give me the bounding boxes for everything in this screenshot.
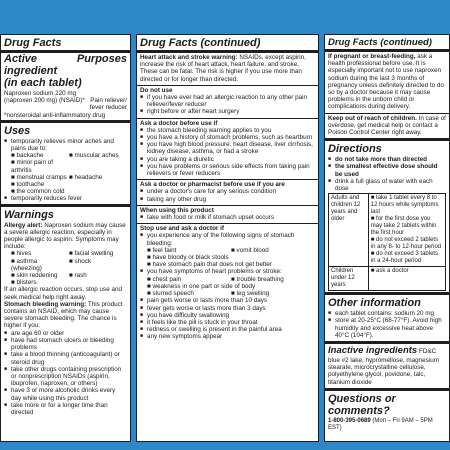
purposes-heading: Purposes [76, 53, 127, 65]
ask-doctor-list [137, 127, 318, 177]
panel-3-title: Drug Facts (continued) [328, 37, 432, 48]
age-group-cell: Adults and children 12 years and older [329, 194, 369, 267]
list-item: ■ you have problems or serious side effects from taking pain relievers or fever reducers [140, 163, 315, 177]
nsaid-footnote: *nonsteroidal anti-inflammatory drug [4, 111, 106, 119]
phone-hours: (Mon – Fri 9AM – 5PM EST) [328, 417, 433, 431]
table-row [329, 267, 446, 291]
dosage-instruction: ■ for the first dose you may take 2 tablets within the first hour [370, 216, 437, 237]
panel-2-title: Drug Facts (continued) [140, 37, 261, 49]
age-group-cell: Children under 12 years [329, 267, 369, 291]
list-item: ■ the stomach bleeding warning applies to you [140, 127, 315, 134]
list-item: ■ have bloody or black stools [147, 254, 229, 262]
heart-warning-text: NSAIDs, except aspirin, increase the risk of heart attack, heart failure, and stroke. These can be fatal. The risk is higher if you use more than directed or for longer than directed. [140, 54, 306, 83]
list-item: ■ you have a history of stomach problems, such as heartburn [140, 134, 315, 141]
other-info-list [325, 310, 449, 339]
list-item: ■ leg swelling [231, 290, 270, 298]
allergy-after-text: If an allergic reaction occurs, stop use and seek medical help right away. [4, 286, 122, 301]
dosage-cell [368, 267, 445, 291]
inactive-ingredients-heading: Inactive ingredients [328, 345, 418, 357]
when-using-list [137, 214, 318, 221]
per-tablet-heading: (in each tablet) [4, 77, 82, 89]
active-ingredient-heading: Active ingredient [4, 53, 58, 77]
list-item: ■ under a doctor's care for any serious condition [140, 188, 315, 195]
list-item: ■ hives [11, 250, 32, 258]
allergy-symptom-list [1, 250, 130, 286]
pregnancy-label: If pregnant or breast-feeding, [328, 53, 416, 60]
list-item: ■ toothache [11, 181, 45, 189]
ingredient-line-1: Naproxen sodium 220 mg [4, 90, 77, 97]
keep-out-text: In case of overdose, get medical help or contact a Poison Control Center right away. [328, 114, 446, 137]
list-item: ■ headache [69, 173, 103, 181]
uses-lead: ■ temporarily relieves minor aches and pains due to: [4, 138, 127, 152]
ask-pharmacist-list [137, 188, 318, 202]
ask-pharmacist-heading: Ask a doctor or pharmacist before use if you are [140, 181, 285, 189]
list-item: ■ take a blood thinning (anticoagulant) or steroid drug [4, 351, 127, 365]
list-item: ■ taking any other drug [140, 196, 315, 203]
list-item: ■ feel faint [147, 246, 177, 254]
inactive-ingredients-text: FD&C blue #2 lake, hypromellose, magnesium stearate, microcrystalline cellulose, polyethylene glycol, povidone, talc, titanium dioxide [328, 348, 439, 386]
list-item: ■ vomit blood [231, 246, 269, 254]
when-using-heading: When using this product [140, 206, 214, 214]
list-item: ■ weakness in one part or side of body [147, 282, 256, 290]
list-item: ■ slurred speech [147, 290, 194, 298]
list-item: ■ drink a full glass of water with each dose [328, 178, 446, 192]
list-item: ■ pain gets worse or lasts more than 10 days [140, 297, 315, 304]
stomach-warning-text: This product contains an NSAID, which may cause severe stomach bleeding. The chance is higher if you: [4, 300, 123, 330]
ask-doctor-heading: Ask a doctor before use if [140, 119, 218, 127]
dosage-table [328, 193, 446, 291]
list-item: ■ are age 60 or older [4, 330, 127, 337]
stop-use-heading: Stop use and ask a doctor if [140, 225, 224, 233]
list-item: ■ any new symptoms appear [140, 333, 315, 340]
warnings-heading: Warnings [4, 208, 54, 221]
purpose-line-1: Pain reliever/ [90, 97, 127, 105]
uses-heading: Uses [4, 124, 31, 137]
list-item: ■ blisters [11, 279, 37, 287]
ingredient-line-2: (naproxen 200 mg) (NSAID)* [4, 97, 85, 105]
list-item: ■ fever gets worse or lasts more than 3 days [140, 305, 315, 312]
list-item: ■ do not take more than directed [328, 156, 446, 163]
dosage-instruction: ■ do not exceed 3 tablets in a 24-hour period [370, 251, 439, 265]
list-item: ■ each tablet contains: sodium 20 mg [328, 310, 446, 317]
dosage-instruction: ■ take 1 tablet every 8 to 12 hours while symptoms last [370, 195, 439, 216]
list-item: ■ have stomach pain that does not get better [147, 261, 272, 269]
do-not-use-list [137, 94, 318, 116]
drug-facts-panel-3 [324, 34, 450, 442]
uses-fever: ■ temporarily reduces fever [4, 195, 127, 202]
list-item: ■ take other drugs containing prescription or nonprescription NSAIDs (aspirin, ibuprofen, naproxen, or others) [4, 366, 127, 388]
list-item: ■ you have difficulty swallowing [140, 312, 315, 319]
heart-problem-signs-list [137, 276, 318, 298]
uses-list [1, 152, 130, 195]
list-item [69, 279, 127, 286]
list-item [69, 181, 127, 188]
keep-out-label: Keep out of reach of children. [328, 114, 417, 122]
directions-list [325, 156, 449, 192]
list-item: ■ right before or after heart surgery [140, 108, 315, 115]
phone-number: 1-800-395-0689 [328, 417, 371, 424]
list-item: ■ redness or swelling is present in the painful area [140, 326, 315, 333]
dosage-cell [368, 194, 445, 267]
list-item [69, 188, 127, 195]
list-item: ■ menstrual cramps [11, 173, 67, 181]
list-item: ■ have had stomach ulcers or bleeding problems [4, 337, 127, 351]
list-item: ■ you have high blood pressure, heart disease, liver cirrhosis, kidney disease, asthma, or had a stroke [140, 141, 315, 155]
heart-warning-label: Heart attack and stroke warning: [140, 54, 238, 61]
list-item [69, 159, 127, 173]
list-item: ■ rash [69, 272, 87, 280]
stop-heart-lead: ■ you have symptoms of heart problems or stroke: [140, 268, 315, 275]
stomach-warning-label: Stomach bleeding warning: [4, 300, 87, 308]
allergy-alert-text: Naproxen sodium may cause a severe allergic reaction, especially in people allergic to aspirin. Symptoms may include: [4, 221, 126, 251]
list-item: ■ shock [69, 257, 92, 265]
list-item: ■ chest pain [147, 275, 182, 283]
allergy-alert-label: Allergy alert: [4, 221, 43, 229]
list-item: ■ backache [11, 152, 44, 160]
drug-facts-panel-1 [0, 34, 131, 442]
list-item: ■ facial swelling [69, 250, 114, 258]
drug-facts-panel-2 [136, 34, 319, 442]
list-item: ■ the common cold [11, 188, 65, 196]
list-item: ■ store at 20-25°C (68-77°F). Avoid high humidity and excessive heat above 40°C (104°F). [328, 317, 446, 339]
list-item: ■ asthma (wheezing) [11, 257, 42, 272]
stop-bleeding-lead: ■ you experience any of the following signs of stomach bleeding: [140, 232, 315, 246]
stomach-risk-list [1, 330, 130, 416]
directions-heading: Directions [328, 143, 382, 156]
purpose-line-2: fever reducer [89, 104, 127, 112]
list-item: ■ it feels like the pill is stuck in your throat [140, 319, 315, 326]
pregnancy-text: ask a health professional before use. It is especially important not to use naproxen sodium during the last 3 months of pregnancy unless definitely directed to do so by a doctor because it may cause problems in the unborn child or complications during delivery. [328, 53, 444, 111]
list-item: ■ minor pain of arthritis [11, 159, 53, 174]
list-item: ■ take more or for a longer time than directed [4, 402, 127, 416]
list-item: ■ if you have ever had an allergic reaction to any other pain reliever/fever reducer [140, 94, 315, 108]
list-item: ■ skin reddening [11, 272, 58, 280]
table-row [329, 194, 446, 267]
list-item: ■ have 3 or more alcoholic drinks every day while using this product [4, 387, 127, 401]
list-item: ■ the smallest effective dose should be used [328, 163, 446, 177]
stomach-bleeding-signs-list [137, 247, 318, 269]
list-item: ■ muscular aches [69, 152, 119, 160]
list-item: ■ take with food or milk if stomach upset occurs [140, 214, 315, 221]
other-info-heading: Other information [328, 297, 421, 310]
list-item: ■ you are taking a diuretic [140, 156, 315, 163]
questions-heading: Questions or comments? [328, 392, 396, 417]
list-item: ■ trouble breathing [231, 275, 284, 283]
panel-1-title: Drug Facts [4, 37, 62, 49]
stop-use-list [137, 297, 318, 340]
dosage-instruction: ■ ask a doctor [370, 268, 409, 275]
do-not-use-heading: Do not use [140, 86, 173, 94]
dosage-instruction: ■ do not exceed 2 tablets in any 8- to 12-hour period [370, 237, 442, 251]
